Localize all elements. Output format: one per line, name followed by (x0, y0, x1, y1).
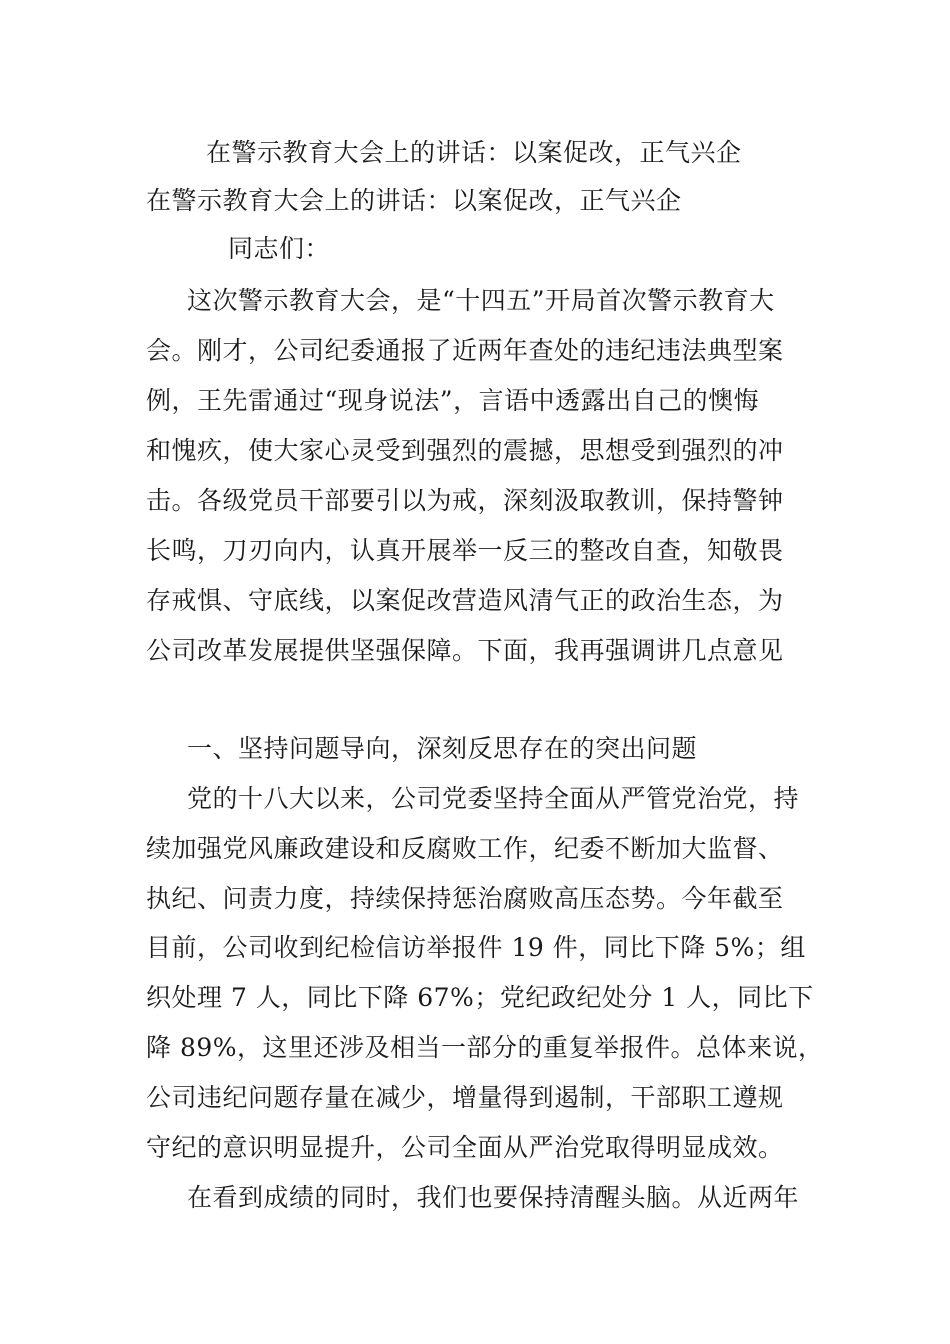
paragraph-2-line-5: 织处理 7 人，同比下降 67%；党纪政纪处分 1 人，同比下 (146, 983, 814, 1012)
paragraph-2-line-2: 续加强党风廉政建设和反腐败工作，纪委不断加大监督、 (146, 834, 784, 863)
paragraph-1-line-1: 这次警示教育大会，是“十四五”开局首次警示教育大 (187, 286, 775, 315)
paragraph-2-line-4: 目前，公司收到纪检信访举报件 19 件，同比下降 5%；组 (146, 933, 806, 962)
paragraph-3-line-1: 在看到成绩的同时，我们也要保持清醒头脑。从近两年 (187, 1183, 800, 1212)
document-title: 在警示教育大会上的讲话：以案促改，正气兴企 (206, 138, 742, 167)
paragraph-1-line-5: 击。各级党员干部要引以为戒，深刻汲取教训，保持警钟 (146, 486, 784, 515)
document-title-repeat: 在警示教育大会上的讲话：以案促改，正气兴企 (146, 186, 682, 215)
paragraph-1-line-7: 存戒惧、守底线，以案促改营造风清气正的政治生态，为 (146, 586, 784, 615)
paragraph-1-line-2: 会。刚才，公司纪委通报了近两年查处的违纪违法典型案 (146, 336, 784, 365)
paragraph-1-line-4: 和愧疚，使大家心灵受到强烈的震撼，思想受到强烈的冲 (146, 436, 784, 465)
paragraph-2-line-8: 守纪的意识明显提升，公司全面从严治党取得明显成效。 (146, 1133, 784, 1162)
paragraph-1-line-3: 例，王先雷通过“现身说法”，言语中透露出自己的懊悔 (146, 386, 760, 415)
section-1-heading: 一、坚持问题导向，深刻反思存在的突出问题 (187, 734, 698, 763)
paragraph-1-line-6: 长鸣，刀刃向内，认真开展举一反三的整改自查，知敬畏 (146, 536, 784, 565)
salutation: 同志们： (228, 234, 331, 263)
paragraph-1-line-8: 公司改革发展提供坚强保障。下面，我再强调讲几点意见 (146, 636, 784, 665)
paragraph-2-line-6: 降 89%，这里还涉及相当一部分的重复举报件。总体来说， (146, 1033, 824, 1062)
paragraph-2-line-7: 公司违纪问题存量在减少，增量得到遏制，干部职工遵规 (146, 1083, 784, 1112)
paragraph-2-line-1: 党的十八大以来，公司党委坚持全面从严管党治党，持 (187, 784, 800, 813)
paragraph-2-line-3: 执纪、问责力度，持续保持惩治腐败高压态势。今年截至 (146, 884, 784, 913)
